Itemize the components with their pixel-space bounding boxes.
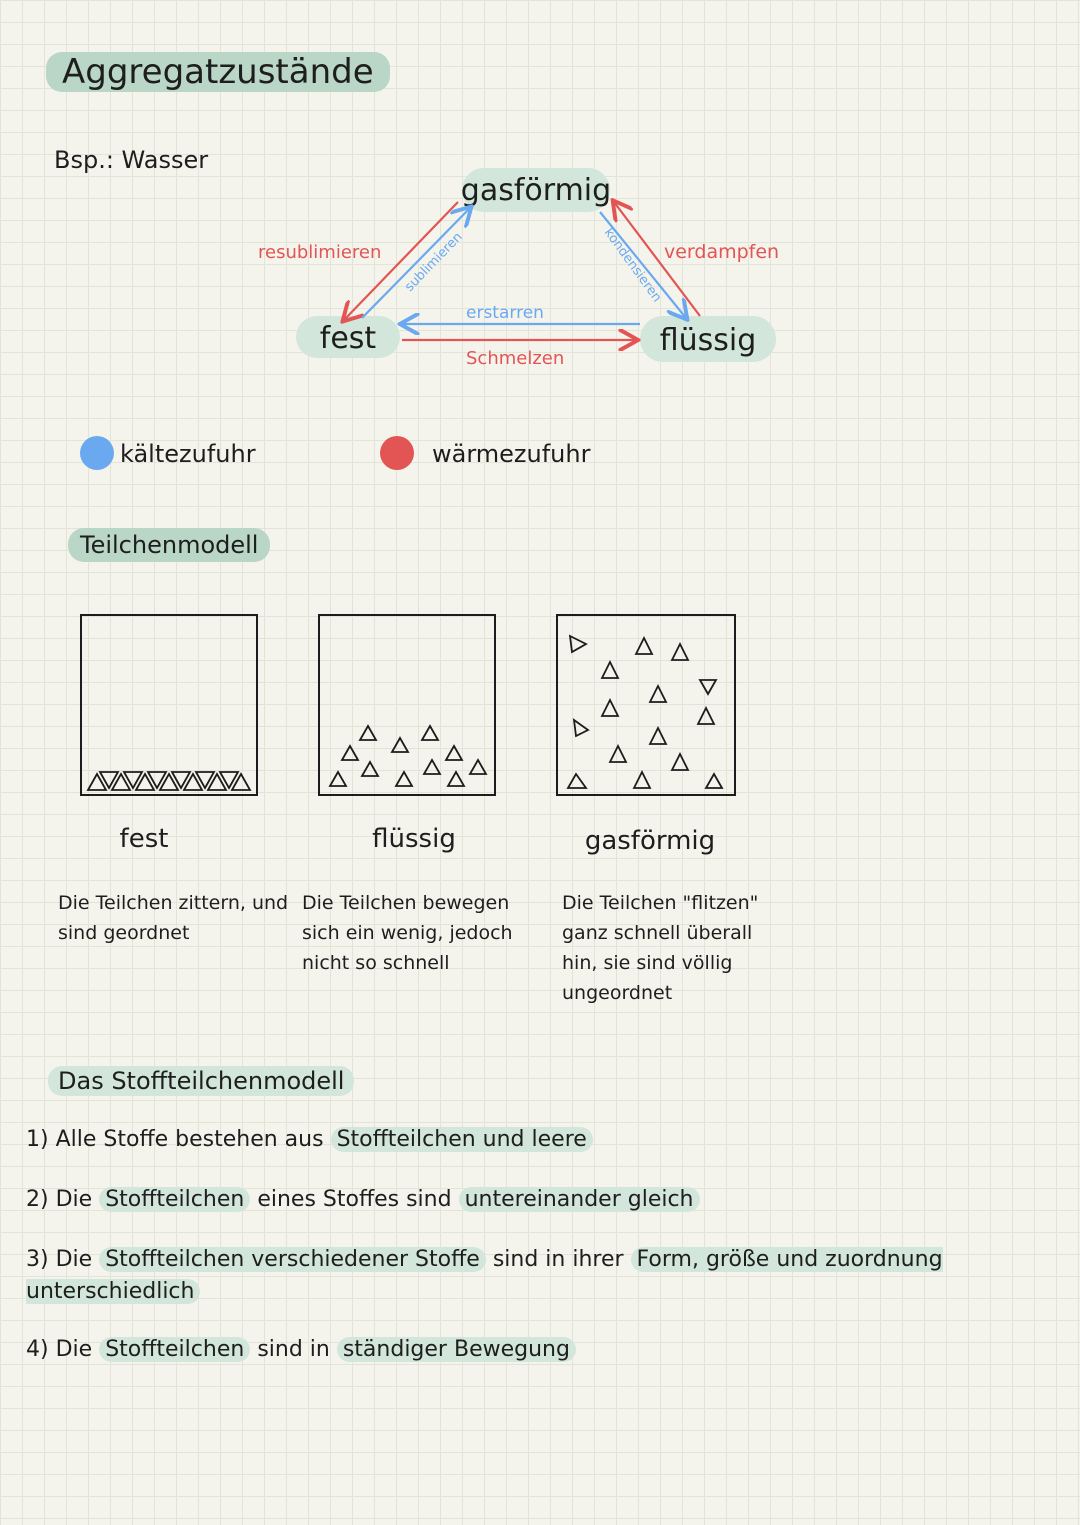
rule-4-highlight: Stoffteilchen xyxy=(99,1337,250,1362)
rule-2-pre: Die xyxy=(55,1187,93,1212)
rule-2-highlight: Stoffteilchen xyxy=(99,1187,250,1212)
section-title-teilchenmodell: Teilchenmodell xyxy=(68,528,270,562)
section-title-stoffteilchenmodell: Das Stoffteilchenmodell xyxy=(48,1066,354,1096)
example-label: Bsp.: Wasser xyxy=(54,146,209,174)
legend-cold-label: kältezufuhr xyxy=(120,440,256,468)
rule-3-mid: sind in ihrer xyxy=(492,1247,624,1272)
particles-solid xyxy=(82,616,256,794)
label-kondensieren: kondensieren xyxy=(600,225,665,306)
legend-warm-label: wärmezufuhr xyxy=(432,440,591,468)
particle-box-liquid xyxy=(318,614,496,796)
cold-dot-icon xyxy=(80,436,114,470)
particle-state-gas-desc: Die Teilchen "flitzen" ganz schnell überall hin, sie sind völlig ungeordnet xyxy=(562,892,759,1004)
rule-3-pre: Die xyxy=(55,1247,93,1272)
page-title: Aggregatzustände xyxy=(46,52,390,92)
particle-state-liquid-desc: Die Teilchen bewegen sich ein wenig, jedoch nicht so schnell xyxy=(302,892,513,974)
state-liquid: flüssig xyxy=(659,323,757,358)
rule-2-highlight-2: untereinander gleich xyxy=(459,1187,700,1212)
rule-3-highlight: Stoffteilchen verschiedener Stoffe xyxy=(99,1247,486,1272)
rule-2 xyxy=(26,1184,1036,1216)
label-sublimieren: sublimieren xyxy=(402,229,466,295)
particle-state-liquid-name: flüssig xyxy=(372,824,456,854)
particle-state-solid-name: fest xyxy=(119,824,169,854)
label-schmelzen: Schmelzen xyxy=(466,348,565,369)
state-gas: gasförmig xyxy=(460,173,612,208)
label-verdampfen: verdampfen xyxy=(664,241,780,263)
rule-1-num: 1) xyxy=(26,1127,49,1152)
particle-box-solid xyxy=(80,614,258,796)
rule-1 xyxy=(26,1124,1036,1156)
arrow-sublimieren xyxy=(362,208,470,318)
rule-1-text: Alle Stoffe bestehen aus xyxy=(55,1127,324,1152)
particle-box-gas xyxy=(556,614,736,796)
rule-2-mid: eines Stoffes sind xyxy=(257,1187,452,1212)
rule-1-highlight: Stoffteilchen und leere xyxy=(331,1127,593,1152)
particles-gas xyxy=(558,616,734,794)
rule-4-num: 4) xyxy=(26,1337,49,1362)
state-solid: fest xyxy=(319,321,377,356)
rule-4 xyxy=(26,1334,1036,1366)
rule-4-pre: Die xyxy=(55,1337,93,1362)
rule-3-num: 3) xyxy=(26,1247,49,1272)
label-resublimieren: resublimieren xyxy=(258,242,382,263)
rule-4-highlight-2: ständiger Bewegung xyxy=(337,1337,576,1362)
rule-3-highlight-2: Form, größe und zuordnung unterschiedlich xyxy=(26,1247,943,1304)
rule-4-mid: sind in xyxy=(257,1337,330,1362)
label-erstarren: erstarren xyxy=(466,303,544,323)
particle-state-solid-desc: Die Teilchen zittern, und sind geordnet xyxy=(58,892,289,944)
rule-2-num: 2) xyxy=(26,1187,49,1212)
particles-liquid xyxy=(320,616,494,794)
particle-state-gas-name: gasförmig xyxy=(584,826,716,856)
rule-3 xyxy=(26,1244,1036,1308)
warm-dot-icon xyxy=(380,436,414,470)
state-diagram xyxy=(0,0,1080,400)
